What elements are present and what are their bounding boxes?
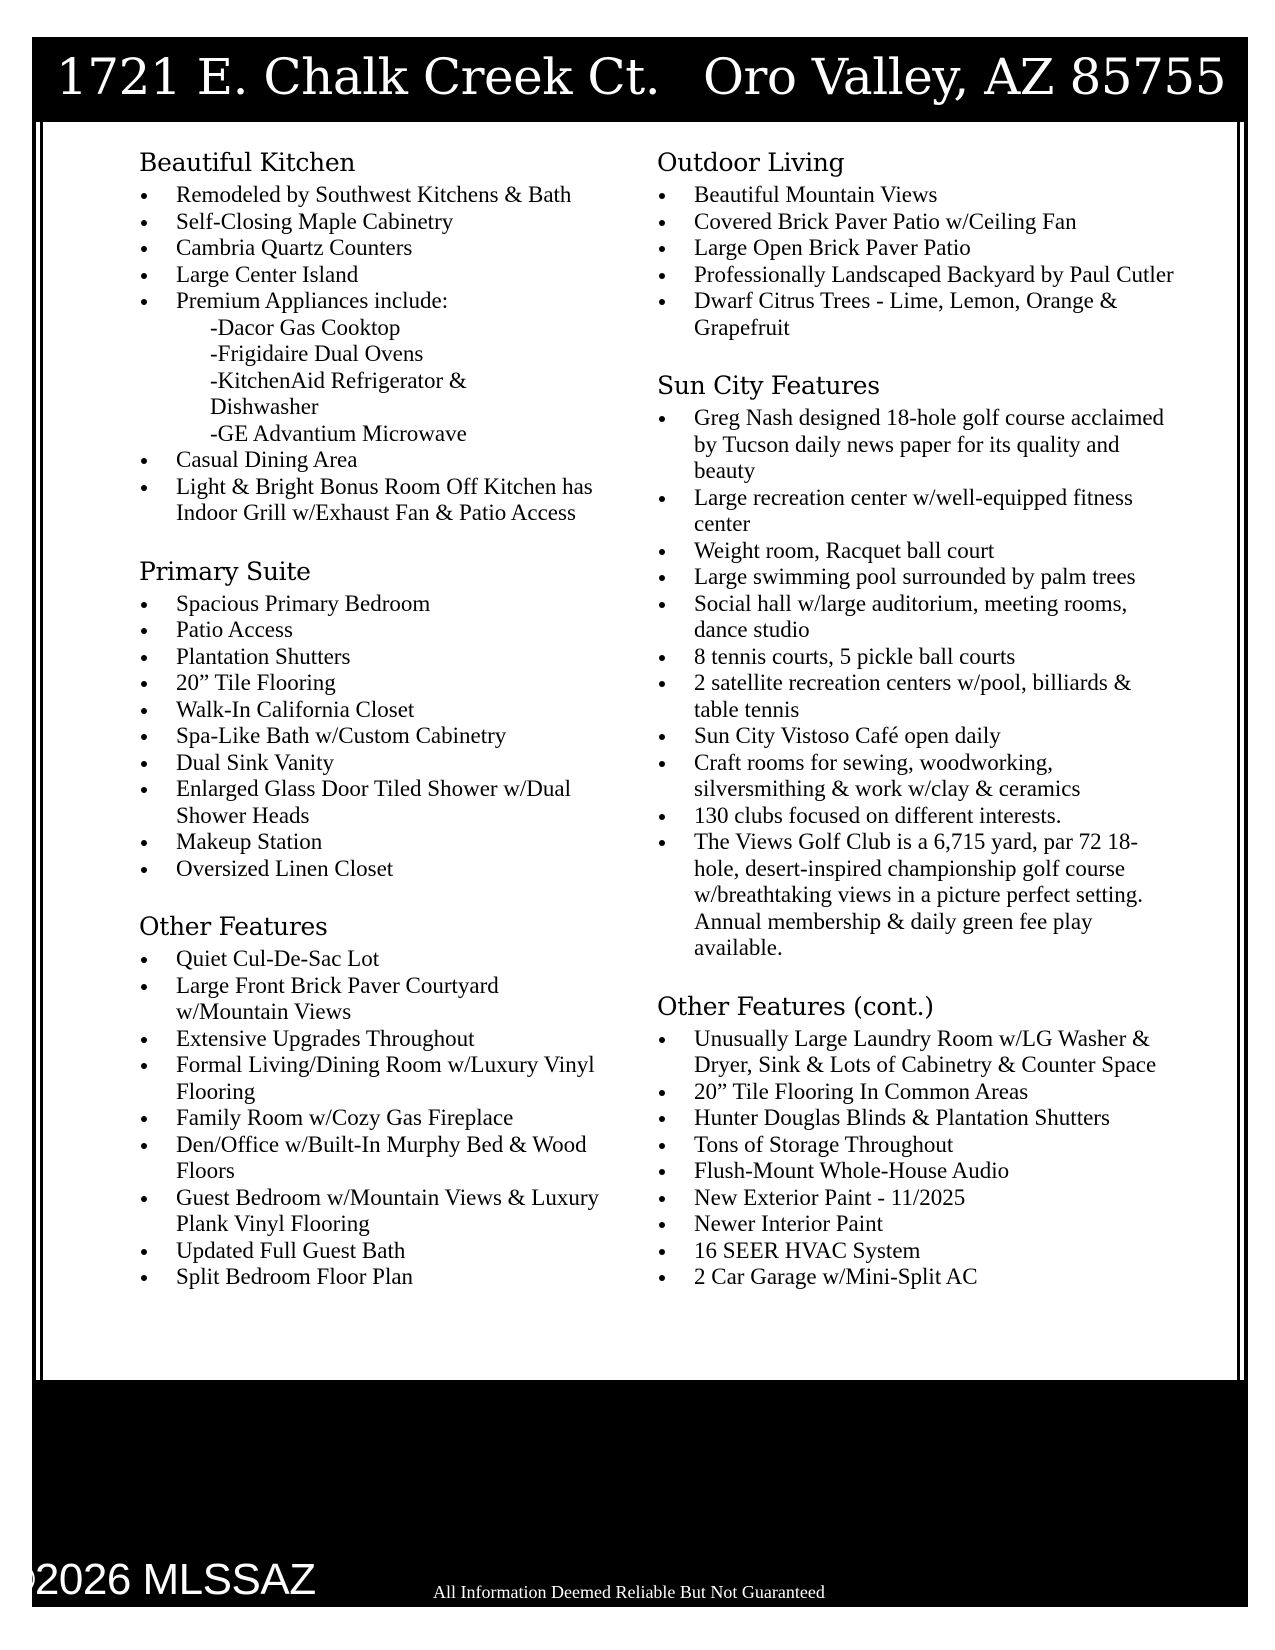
list-item: Plantation Shutters	[139, 644, 609, 671]
list-item: Spacious Primary Bedroom	[139, 591, 609, 618]
list-item: Craft rooms for sewing, woodworking, silversmithing & work w/clay & ceramics	[657, 750, 1177, 803]
list-item: Newer Interior Paint	[657, 1211, 1177, 1238]
list-item: Large Open Brick Paver Patio	[657, 235, 1177, 262]
disclaimer-text: All Information Deemed Reliable But Not Guaranteed	[433, 1582, 825, 1602]
frame-border-right-inner	[1237, 122, 1240, 1380]
list-item: Large recreation center w/well-equipped fitness center	[657, 485, 1177, 538]
sub-item: -GE Advantium Microwave	[210, 420, 467, 446]
list-item: Tons of Storage Throughout	[657, 1132, 1177, 1159]
left-column	[139, 146, 609, 1319]
list-item: Remodeled by Southwest Kitchens & Bath	[139, 182, 609, 209]
section-title: Other Features (cont.)	[657, 991, 934, 1021]
property-address: 1721 E. Chalk Creek Ct.	[56, 48, 661, 106]
list-item: 8 tennis courts, 5 pickle ball courts	[657, 644, 1177, 671]
list-item: Formal Living/Dining Room w/Luxury Vinyl Flooring	[139, 1052, 609, 1105]
list-item: Patio Access	[139, 617, 609, 644]
primary-suite-section	[139, 555, 609, 883]
list-item: 2 satellite recreation centers w/pool, billiards & table tennis	[657, 670, 1177, 723]
list-item: Quiet Cul-De-Sac Lot	[139, 946, 609, 973]
list-item: Oversized Linen Closet	[139, 856, 609, 883]
feature-list	[139, 946, 609, 1291]
list-item: Split Bedroom Floor Plan	[139, 1264, 609, 1291]
frame-border-left	[32, 122, 36, 1380]
list-item: Large swimming pool surrounded by palm trees	[657, 564, 1177, 591]
list-item: Makeup Station	[139, 829, 609, 856]
appliance-sublist	[139, 315, 609, 448]
section-title: Other Features	[139, 912, 328, 941]
frame-border-left-inner	[40, 122, 43, 1380]
list-item: Enlarged Glass Door Tiled Shower w/Dual Shower Heads	[139, 776, 609, 829]
feature-list	[657, 405, 1177, 962]
kitchen-section	[139, 146, 609, 527]
list-item: Beautiful Mountain Views	[657, 182, 1177, 209]
feature-list	[657, 1026, 1177, 1291]
list-item: Spa-Like Bath w/Custom Cabinetry	[139, 723, 609, 750]
list-item: Dwarf Citrus Trees - Lime, Lemon, Orange & Grapefruit	[657, 288, 1177, 341]
list-item: Cambria Quartz Counters	[139, 235, 609, 262]
list-item: Premium Appliances include:	[139, 288, 609, 315]
copyright-text: ©2026 MLSSAZ	[3, 1555, 316, 1604]
sub-item: -Frigidaire Dual Ovens	[210, 341, 424, 366]
outdoor-living-section	[657, 146, 1177, 341]
list-item: The Views Golf Club is a 6,715 yard, par 72 18-hole, desert-inspired championship golf course w/breathtaking views in a picture perfect setting. Annual membership & daily green fee play available.	[657, 829, 1177, 962]
list-item: Professionally Landscaped Backyard by Paul Cutler	[657, 262, 1177, 289]
sun-city-section	[657, 369, 1177, 962]
list-item: Casual Dining Area	[139, 447, 609, 474]
list-item: Hunter Douglas Blinds & Plantation Shutters	[657, 1105, 1177, 1132]
list-item: Updated Full Guest Bath	[139, 1238, 609, 1265]
list-item: Light & Bright Bonus Room Off Kitchen has Indoor Grill w/Exhaust Fan & Patio Access	[139, 474, 609, 527]
sub-item: -KitchenAid Refrigerator &	[210, 367, 467, 393]
feature-list	[139, 591, 609, 883]
list-item: Self-Closing Maple Cabinetry	[139, 209, 609, 236]
list-item: 20” Tile Flooring	[139, 670, 609, 697]
list-item: 2 Car Garage w/Mini-Split AC	[657, 1264, 1177, 1291]
other-features-section	[139, 910, 609, 1291]
list-item: Dual Sink Vanity	[139, 750, 609, 777]
list-item: Weight room, Racquet ball court	[657, 538, 1177, 565]
frame-border-right	[1244, 122, 1248, 1380]
section-title: Primary Suite	[139, 556, 311, 586]
list-item: 20” Tile Flooring In Common Areas	[657, 1079, 1177, 1106]
list-item: Greg Nash designed 18-hole golf course acclaimed by Tucson daily news paper for its quality and beauty	[657, 405, 1177, 485]
feature-list	[657, 182, 1177, 341]
list-item: 130 clubs focused on different interests.	[657, 803, 1177, 830]
section-title: Outdoor Living	[657, 148, 845, 177]
section-title: Beautiful Kitchen	[139, 148, 356, 177]
list-item: Flush-Mount Whole-House Audio	[657, 1158, 1177, 1185]
list-item: Unusually Large Laundry Room w/LG Washer & Dryer, Sink & Lots of Cabinetry & Counter Space	[657, 1026, 1177, 1079]
list-item: Guest Bedroom w/Mountain Views & Luxury Plank Vinyl Flooring	[139, 1185, 609, 1238]
list-item: Den/Office w/Built-In Murphy Bed & Wood Floors	[139, 1132, 609, 1185]
right-column	[657, 146, 1177, 1319]
list-item: Large Front Brick Paver Courtyard w/Mountain Views	[139, 973, 609, 1026]
list-item: Large Center Island	[139, 262, 609, 289]
list-item: Extensive Upgrades Throughout	[139, 1026, 609, 1053]
list-item: 16 SEER HVAC System	[657, 1238, 1177, 1265]
list-item: Family Room w/Cozy Gas Fireplace	[139, 1105, 609, 1132]
list-item: Social hall w/large auditorium, meeting rooms, dance studio	[657, 591, 1177, 644]
list-item: Walk-In California Closet	[139, 697, 609, 724]
list-item: Sun City Vistoso Café open daily	[657, 723, 1177, 750]
feature-list	[139, 182, 609, 315]
feature-list	[139, 447, 609, 527]
list-item: Covered Brick Paver Patio w/Ceiling Fan	[657, 209, 1177, 236]
sub-item: -Dacor Gas Cooktop	[210, 314, 401, 340]
list-item: New Exterior Paint - 11/2025	[657, 1185, 1177, 1212]
property-city: Oro Valley, AZ 85755	[703, 48, 1226, 106]
sub-item: Dishwasher	[210, 394, 319, 419]
header-bar	[32, 37, 1248, 122]
section-title: Sun City Features	[657, 371, 880, 400]
other-features-cont-section	[657, 990, 1177, 1291]
